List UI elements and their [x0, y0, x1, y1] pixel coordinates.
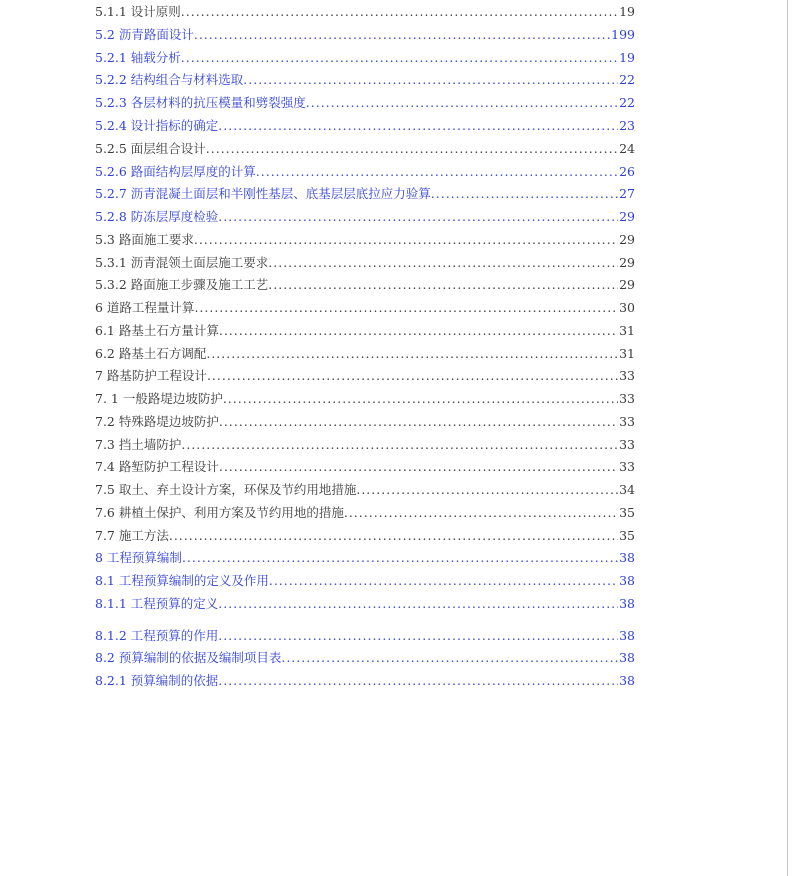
- toc-entry-title: 5.3.1 沥青混领土面层施工要求: [95, 255, 269, 270]
- toc-entry-title: 5.2 沥青路面设计: [95, 27, 194, 42]
- toc-entry[interactable]: [95, 626, 635, 646]
- toc-entry-page-number: 24: [619, 141, 635, 156]
- toc-dot-leader: [306, 93, 618, 113]
- toc-entry-title: 7.6 耕植土保护、利用方案及节约用地的措施: [95, 505, 344, 520]
- toc-entry-title: 5.3 路面施工要求: [95, 232, 194, 247]
- toc-entry-title: 7.2 特殊路堤边坡防护: [95, 414, 219, 429]
- toc-entry[interactable]: [95, 503, 635, 523]
- toc-entry-page-number: 38: [619, 596, 635, 611]
- toc-dot-leader: [194, 298, 618, 318]
- toc-entry-page-number: 29: [619, 277, 635, 292]
- toc-entry[interactable]: [95, 25, 635, 45]
- toc-dot-leader: [219, 412, 618, 432]
- toc-entry-page-number: 19: [619, 4, 635, 19]
- toc-entry-title: 7. 1 一般路堤边坡防护: [95, 391, 223, 406]
- toc-dot-leader: [181, 2, 618, 22]
- toc-entry[interactable]: [95, 435, 635, 455]
- toc-dot-leader: [218, 207, 618, 227]
- toc-entry-page-number: 29: [619, 209, 635, 224]
- toc-dot-leader: [356, 480, 618, 500]
- toc-entry-page-number: 38: [619, 573, 635, 588]
- toc-entry-title: 7.7 施工方法: [95, 528, 169, 543]
- toc-entry[interactable]: [95, 412, 635, 432]
- toc-entry-page-number: 31: [619, 323, 635, 338]
- toc-entry-page-number: 33: [619, 391, 635, 406]
- toc-dot-leader: [169, 526, 618, 546]
- toc-entry[interactable]: [95, 253, 635, 273]
- toc-entry[interactable]: [95, 275, 635, 295]
- toc-entry-title: 6 道路工程量计算: [95, 300, 195, 315]
- toc-entry-page-number: 27: [619, 186, 635, 201]
- toc-dot-leader: [218, 116, 618, 136]
- toc-entry-title: 5.2.2 结构组合与材料选取: [95, 72, 244, 87]
- toc-entry[interactable]: [95, 648, 635, 668]
- toc-dot-leader: [344, 503, 618, 523]
- toc-entry-title: 5.2.7 沥青混凝土面层和半刚性基层、底基层层底拉应力验算: [95, 186, 431, 201]
- toc-entry-page-number: 30: [619, 300, 635, 315]
- toc-dot-leader: [206, 139, 618, 159]
- toc-dot-leader: [181, 435, 618, 455]
- toc-entry-page-number: 22: [619, 95, 635, 110]
- toc-entry-page-number: 38: [619, 673, 635, 688]
- toc-entry-title: 5.2.1 轴载分析: [95, 50, 181, 65]
- toc-entry-title: 6.2 路基土石方调配: [95, 346, 207, 361]
- toc-entry-page-number: 31: [619, 346, 635, 361]
- toc-entry[interactable]: [95, 366, 635, 386]
- toc-entry-title: 8 工程预算编制: [95, 550, 182, 565]
- toc-entry[interactable]: [95, 93, 635, 113]
- toc-entry[interactable]: [95, 48, 635, 68]
- toc-dot-leader: [219, 457, 618, 477]
- toc-entry-title: 5.2.5 面层组合设计: [95, 141, 206, 156]
- toc-dot-leader: [218, 626, 618, 646]
- toc-dot-leader: [256, 162, 618, 182]
- toc-entry-page-number: 199: [611, 27, 635, 42]
- toc-entry[interactable]: [95, 70, 635, 90]
- toc-entry-title: 7.3 挡土墙防护: [95, 437, 182, 452]
- toc-dot-leader: [269, 571, 618, 591]
- toc-dot-leader: [181, 48, 618, 68]
- toc-dot-leader: [243, 70, 618, 90]
- toc-entry-page-number: 38: [619, 628, 635, 643]
- toc-entry-page-number: 34: [619, 482, 635, 497]
- toc-entry[interactable]: [95, 671, 635, 691]
- toc-entry-title: 5.3.2 路面施工步骤及施工工艺: [95, 277, 269, 292]
- toc-entry-title: 5.1.1 设计原则: [95, 4, 181, 19]
- toc-entry[interactable]: [95, 526, 635, 546]
- toc-dot-leader: [194, 230, 618, 250]
- toc-entry-page-number: 33: [619, 368, 635, 383]
- toc-entry[interactable]: [95, 571, 635, 591]
- toc-entry[interactable]: [95, 321, 635, 341]
- toc-entry-title: 7 路基防护工程设计: [95, 368, 207, 383]
- toc-entry-page-number: 38: [619, 550, 635, 565]
- toc-entry-title: 5.2.6 路面结构层厚度的计算: [95, 164, 256, 179]
- toc-dot-leader: [219, 321, 618, 341]
- toc-entry-title: 8.2 预算编制的依据及编制项目表: [95, 650, 282, 665]
- toc-entry-page-number: 19: [619, 50, 635, 65]
- toc-entry-title: 8.2.1 预算编制的依据: [95, 673, 219, 688]
- toc-dot-leader: [268, 253, 618, 273]
- toc-dot-leader: [182, 548, 618, 568]
- toc-entry-page-number: 26: [619, 164, 635, 179]
- toc-entry[interactable]: [95, 389, 635, 409]
- toc-entry-page-number: 38: [619, 650, 635, 665]
- toc-entry-page-number: 33: [619, 437, 635, 452]
- toc-dot-leader: [218, 594, 618, 614]
- toc-entry[interactable]: [95, 298, 635, 318]
- toc-entry-page-number: 23: [619, 118, 635, 133]
- toc-entry[interactable]: [95, 548, 635, 568]
- toc-entry[interactable]: [95, 139, 635, 159]
- toc-entry[interactable]: [95, 230, 635, 250]
- toc-entry-title: 5.2.3 各层材料的抗压模量和劈裂强度: [95, 95, 306, 110]
- toc-dot-leader: [223, 389, 618, 409]
- toc-entry[interactable]: [95, 162, 635, 182]
- toc-entry-title: 5.2.8 防冻层厚度检验: [95, 209, 219, 224]
- toc-entry-title: 6.1 路基土石方量计算: [95, 323, 219, 338]
- toc-entry[interactable]: [95, 594, 635, 614]
- toc-entry-page-number: 29: [619, 255, 635, 270]
- toc-entry-page-number: 33: [619, 414, 635, 429]
- toc-entry-page-number: 35: [619, 505, 635, 520]
- toc-entry[interactable]: [95, 344, 635, 364]
- toc-entry-page-number: 29: [619, 232, 635, 247]
- toc-entry-title: 5.2.4 设计指标的确定: [95, 118, 219, 133]
- toc-dot-leader: [218, 671, 618, 691]
- toc-entry-page-number: 35: [619, 528, 635, 543]
- toc-entry[interactable]: [95, 184, 635, 204]
- toc-entry[interactable]: [95, 457, 635, 477]
- toc-entry[interactable]: [95, 116, 635, 136]
- toc-entry[interactable]: [95, 2, 635, 22]
- toc-dot-leader: [207, 366, 618, 386]
- toc-entry-title: 7.4 路堑防护工程设计: [95, 459, 219, 474]
- toc-entry[interactable]: [95, 207, 635, 227]
- toc-entry-page-number: 22: [619, 72, 635, 87]
- toc-dot-leader: [281, 648, 618, 668]
- toc-entry-title: 8.1.1 工程预算的定义: [95, 596, 219, 611]
- toc-dot-leader: [194, 25, 610, 45]
- toc-dot-leader: [206, 344, 618, 364]
- toc-entry-title: 7.5 取土、弃土设计方案，环保及节约用地措施: [95, 482, 357, 497]
- toc-entry-title: 8.1 工程预算编制的定义及作用: [95, 573, 269, 588]
- toc-dot-leader: [431, 184, 618, 204]
- toc-dot-leader: [268, 275, 618, 295]
- toc-entry[interactable]: [95, 480, 635, 500]
- toc-entry-page-number: 33: [619, 459, 635, 474]
- toc-entry-title: 8.1.2 工程预算的作用: [95, 628, 219, 643]
